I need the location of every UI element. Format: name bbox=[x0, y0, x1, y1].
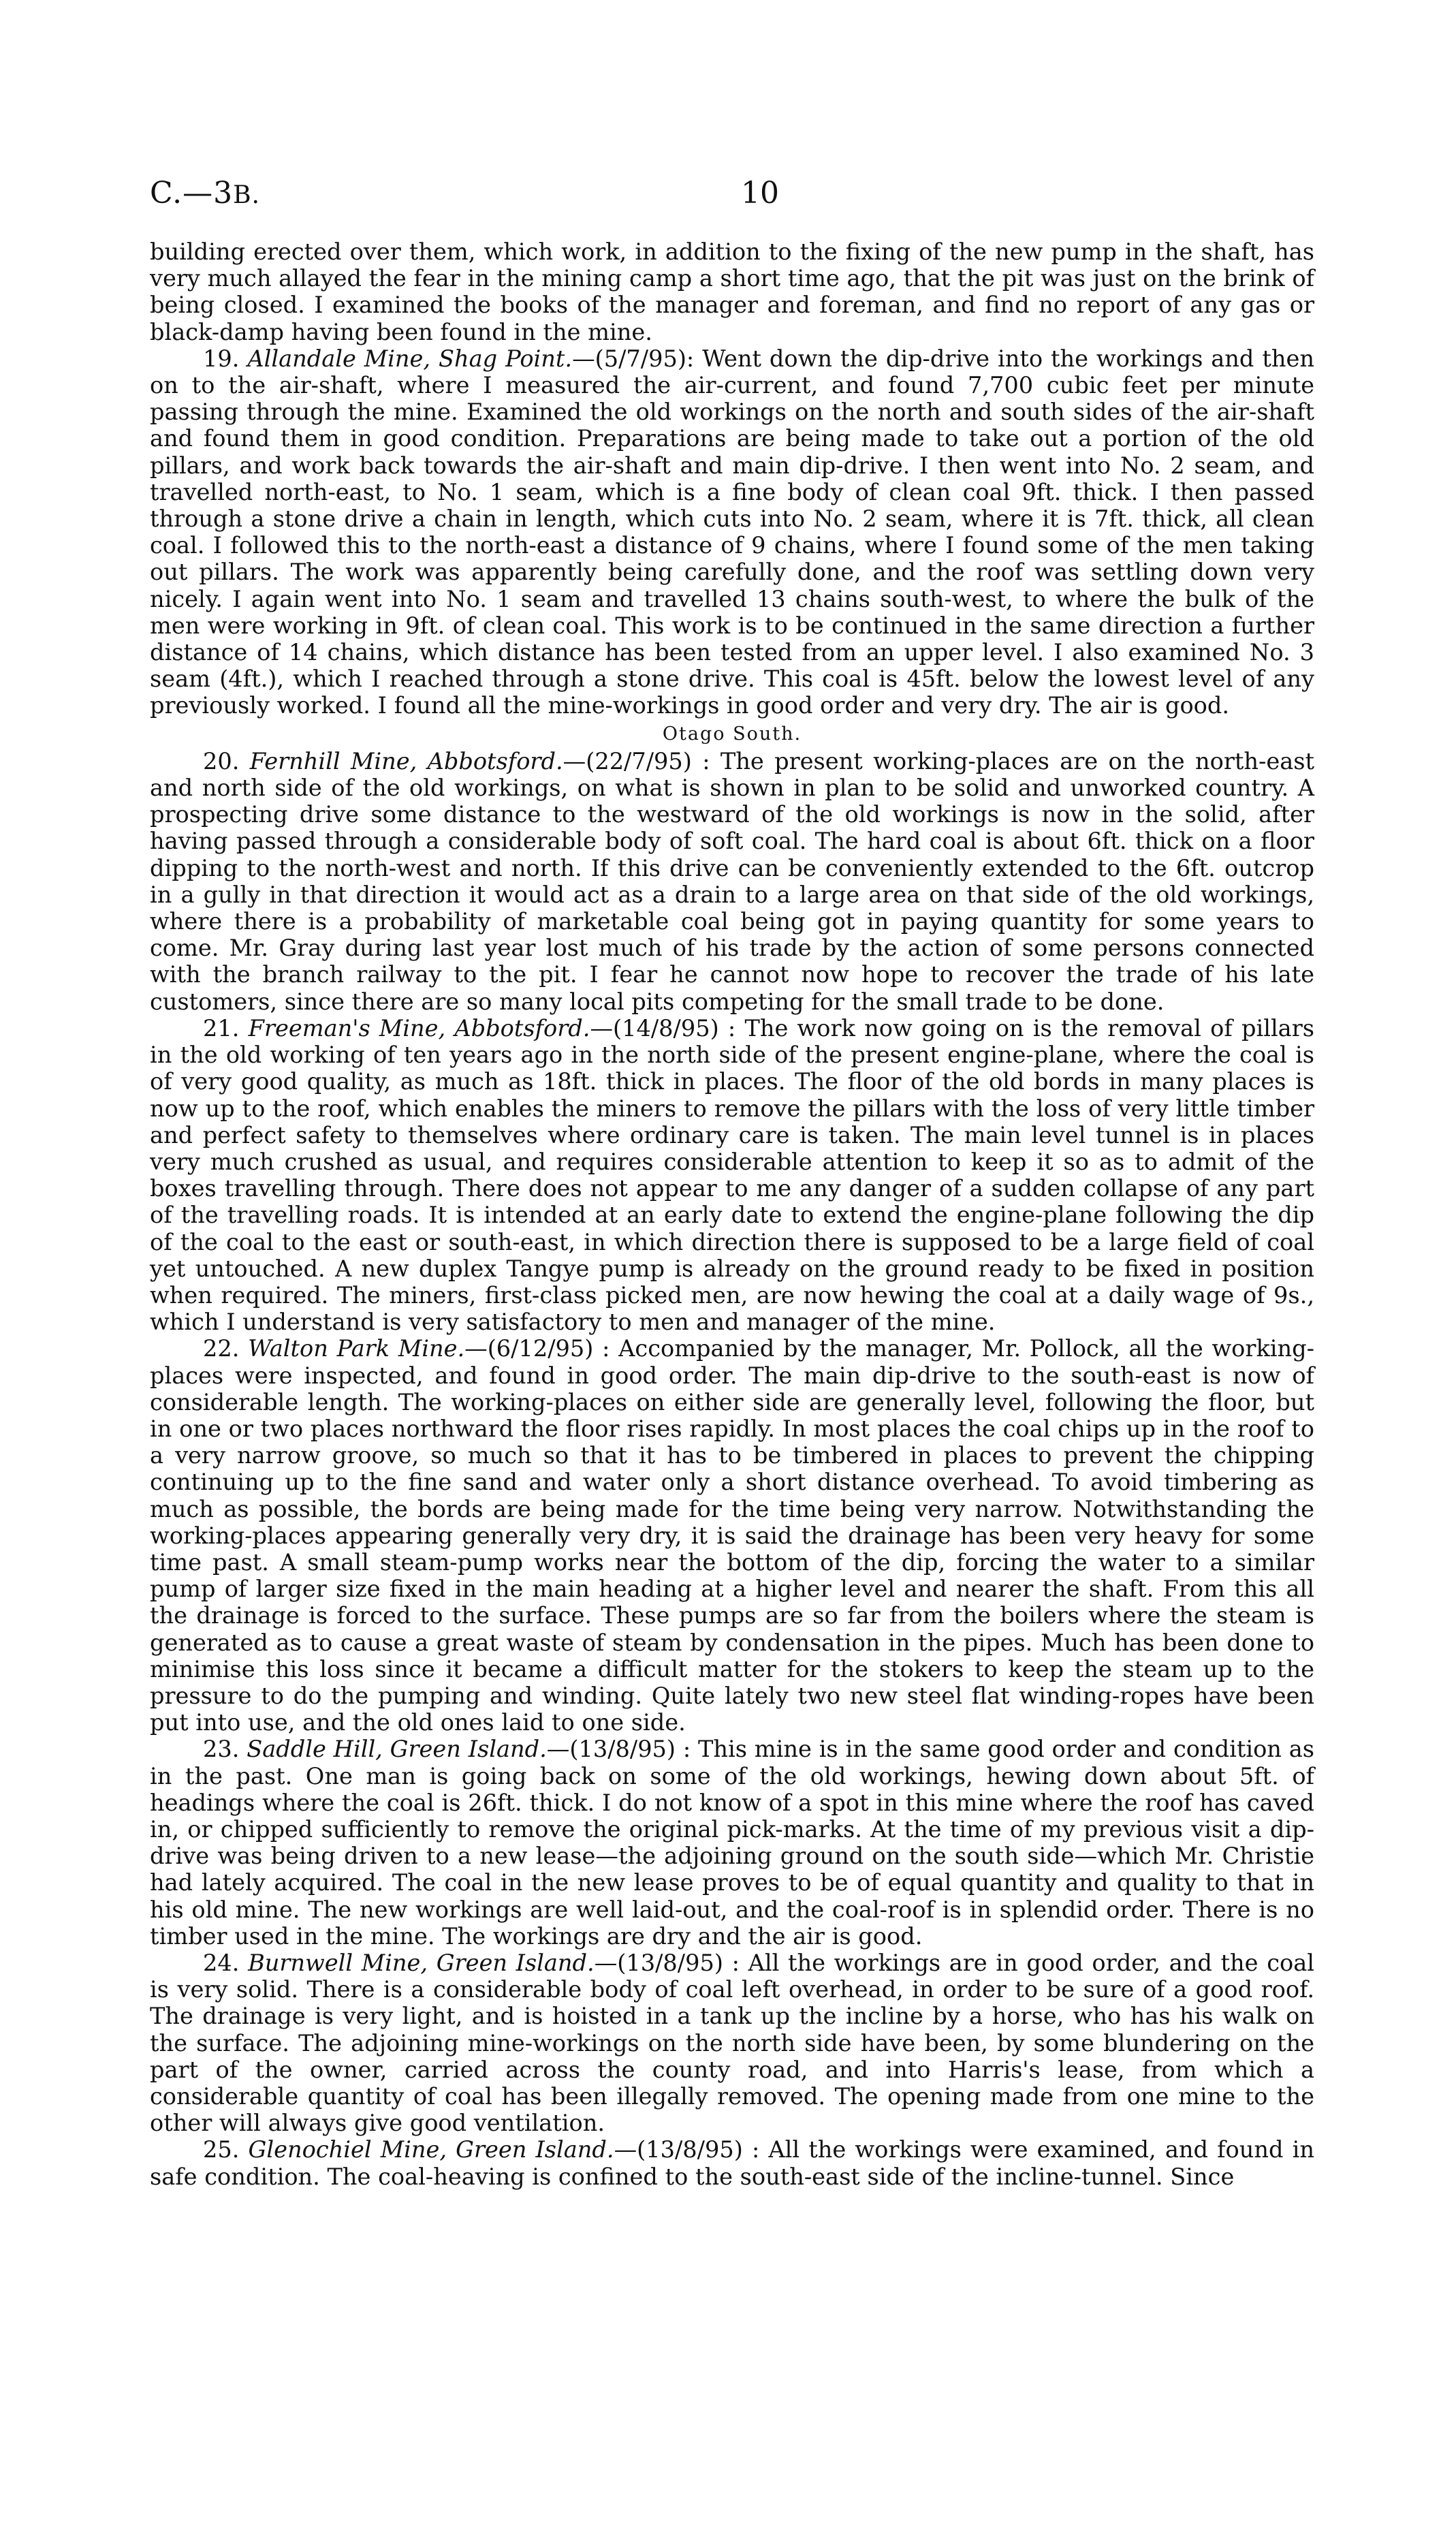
paragraph-number: 19. bbox=[203, 345, 240, 372]
mine-title: Walton Park Mine. bbox=[248, 1335, 465, 1362]
mine-title: Glenochiel Mine, Green Island. bbox=[248, 2136, 614, 2163]
visit-date: —(13/8/95) : bbox=[594, 1950, 740, 1976]
mine-title: Burnwell Mine, Green Island. bbox=[248, 1950, 595, 1976]
paragraph-text: Went down the dip-drive into the workings and then on to the air-shaft, where I measured the air-current, and found 7,700 cubic feet per minute passing through the mine. Examined the old workings on the north and south sides of the air-shaft and found them in good condition. Preparations are being made to take out a portion of the old pillars, and work back towards the air-shaft and main dip-drive. I then went into No. 2 seam, and travelled north-east, to No. 1 seam, which is a fine body of clean coal 9ft. thick. I then passed through a stone drive a chain in length, which cuts into No. 2 seam, where it is 7ft. thick, all clean coal. I followed this to the north-east a distance of 9 chains, where I found some of the men taking out pillars. The work was apparently being carefully done, and the roof was settling down very nicely. I again went into No. 1 seam and travelled 13 chains south-west, to where the bulk of the men were working in 9ft. of clean coal. This work is to be continued in the same direction a further distance of 14 chains, which distance has been tested from an upper level. I also examined No. 3 seam (4ft.), which I reached through a stone drive. This coal is 45ft. below the lowest level of any previously worked. I found all the mine-workings in good order and very dry. The air is good. bbox=[150, 345, 1314, 719]
paragraph-number: 20. bbox=[203, 747, 240, 775]
visit-date: —(22/7/95) : bbox=[563, 747, 710, 775]
paragraph-text: The work now going on is the removal of pillars in the old working of ten years ago in the north side of the present engine-plane, where the coal is of very good quality, as much as 18ft. thick in places. The floor of the old bords in many places is now up to the roof, which enables the miners to remove the pillars with the loss of very little timber and perfect safety to themselves where ordinary care is taken. The main level tunnel is in places very much crushed as usual, and requires considerable attention to keep it so as to admit of the boxes travelling through. There does not appear to me any danger of a sudden collapse of any part of the travelling roads. It is intended at an early date to extend the engine-plane following the dip of the coal to the east or south-east, in which direction there is supposed to be a large field of coal yet untouched. A new duplex Tangye pump is already on the ground ready to be fixed in position when required. The miners, first-class picked men, are now hewing the coal at a daily wage of 9s., which I understand is very satisfactory to men and manager of the mine. bbox=[150, 1014, 1314, 1336]
page-number: 10 bbox=[741, 176, 779, 210]
visit-date: —(13/8/95) : bbox=[614, 2136, 760, 2163]
visit-date: —(6/12/95) : bbox=[464, 1335, 610, 1362]
document-body bbox=[150, 238, 1314, 2190]
paragraph-number: 25. bbox=[203, 2136, 240, 2163]
reference-suffix: B. bbox=[233, 181, 260, 209]
paragraph-21 bbox=[150, 1015, 1314, 1335]
paragraph-24 bbox=[150, 1950, 1314, 2136]
paragraph-text: Accompanied by the manager, Mr. Pollock, all the working-places were inspected, and found in good order. The main dip-drive to the south-east is now of considerable length. The working-places on either side are generally level, following the floor, but in one or two places northward the floor rises rapidly. In most places the coal chips up in the roof to a very narrow groove, so much so that it has to be timbered in places to prevent the chipping continuing up to the fine sand and water only a short distance overhead. To avoid timbering as much as possible, the bords are being made for the time being very narrow. Notwithstanding the working-places appearing generally very dry, it is said the drainage has been very heavy for some time past. A small steam-pump works near the bottom of the dip, forcing the water to a similar pump of larger size fixed in the main heading at a higher level and nearer the shaft. From this all the drainage is forced to the surface. These pumps are so far from the boilers where the steam is generated as to cause a great waste of steam by condensation in the pipes. Much has been done to minimise this loss since it became a difficult matter for the stokers to keep the steam up to the pressure to do the pumping and winding. Quite lately two new steel flat winding-ropes have been put into use, and the old ones laid to one side. bbox=[150, 1335, 1315, 1736]
paragraph-number: 23. bbox=[203, 1736, 240, 1763]
visit-date: —(14/8/95) : bbox=[590, 1014, 736, 1042]
reference-main: C.—3 bbox=[150, 176, 234, 210]
paragraph-20 bbox=[150, 748, 1314, 1015]
mine-title: Fernhill Mine, Abbotsford. bbox=[249, 747, 563, 775]
mine-title: Saddle Hill, Green Island. bbox=[247, 1736, 547, 1763]
continuation-paragraph: building erected over them, which work, in addition to the fixing of the new pump in the shaft, has very much allayed the fear in the mining camp a short time ago, that the pit was just on the brink of being closed. I examined the books of the manager and foreman, and find no report of any gas or black-damp having been found in the mine. bbox=[150, 238, 1314, 345]
paragraph-text: The present working-places are on the north-east and north side of the old workings, on what is shown in plan to be solid and unworked country. A prospecting drive some distance to the westward of the old workings is now in the solid, after having passed through a considerable body of soft coal. The hard coal is about 6ft. thick on a floor dipping to the north-west and north. If this drive can be conveniently extended to the 6ft. outcrop in a gully in that direction it would act as a drain to a large area on that side of the old workings, where there is a probability of marketable coal being got in paying quantity for some years to come. Mr. Gray during last year lost much of his trade by the action of some persons connected with the branch railway to the pit. I fear he cannot now hope to recover the trade of his late customers, since there are so many local pits competing for the small trade to be done. bbox=[150, 747, 1314, 1015]
visit-date: —(13/8/95) : bbox=[546, 1736, 691, 1763]
paragraph-number: 24. bbox=[203, 1950, 240, 1976]
paragraph-23 bbox=[150, 1736, 1314, 1950]
paragraph-text: All the workings are in good order, and the coal is very solid. There is a considerable body of coal left overhead, in order to be sure of a good roof. The drainage is very light, and is hoisted in a tank up the incline by a horse, who has his walk on the surface. The adjoining mine-workings on the north side have been, by some blundering on the part of the owner, carried across the county road, and into Harris's lease, from which a considerable quantity of coal has been illegally removed. The opening made from one mine to the other will always give good ventilation. bbox=[150, 1950, 1314, 2137]
section-heading: Otago South. bbox=[662, 723, 802, 745]
paragraph-22 bbox=[150, 1335, 1314, 1736]
paragraph-number: 22. bbox=[203, 1335, 240, 1362]
mine-title: Allandale Mine, Shag Point. bbox=[247, 345, 573, 372]
paragraph-25 bbox=[150, 2136, 1314, 2189]
paragraph-19 bbox=[150, 345, 1314, 719]
paragraph-number: 21. bbox=[203, 1014, 240, 1042]
paragraphs-after-section bbox=[150, 748, 1314, 2190]
paragraph-text: All the workings were examined, and found in safe condition. The coal-heaving is confined to the south-east side of the incline-tunnel. Since bbox=[150, 2136, 1314, 2190]
page-header bbox=[150, 176, 1308, 223]
paragraphs-before-section bbox=[150, 345, 1314, 719]
visit-date: —(5/7/95): bbox=[572, 345, 695, 372]
mine-title: Freeman's Mine, Abbotsford. bbox=[248, 1014, 590, 1042]
document-reference bbox=[150, 176, 260, 210]
paragraph-text: This mine is in the same good order and condition as in the past. One man is going back on some of the old workings, hewing down about 5ft. of headings where the coal is 26ft. thick. I do not know of a spot in this mine where the roof has caved in, or chipped sufficiently to remove the original pick-marks. At the time of my previous visit a dip-drive was being driven to a new lease—the adjoining ground on the south side—which Mr. Christie had lately acquired. The coal in the new lease proves to be of equal quantity and quality to that in his old mine. The new workings are well laid-out, and the coal-roof is in splendid order. There is no timber used in the mine. The workings are dry and the air is good. bbox=[150, 1736, 1314, 1950]
